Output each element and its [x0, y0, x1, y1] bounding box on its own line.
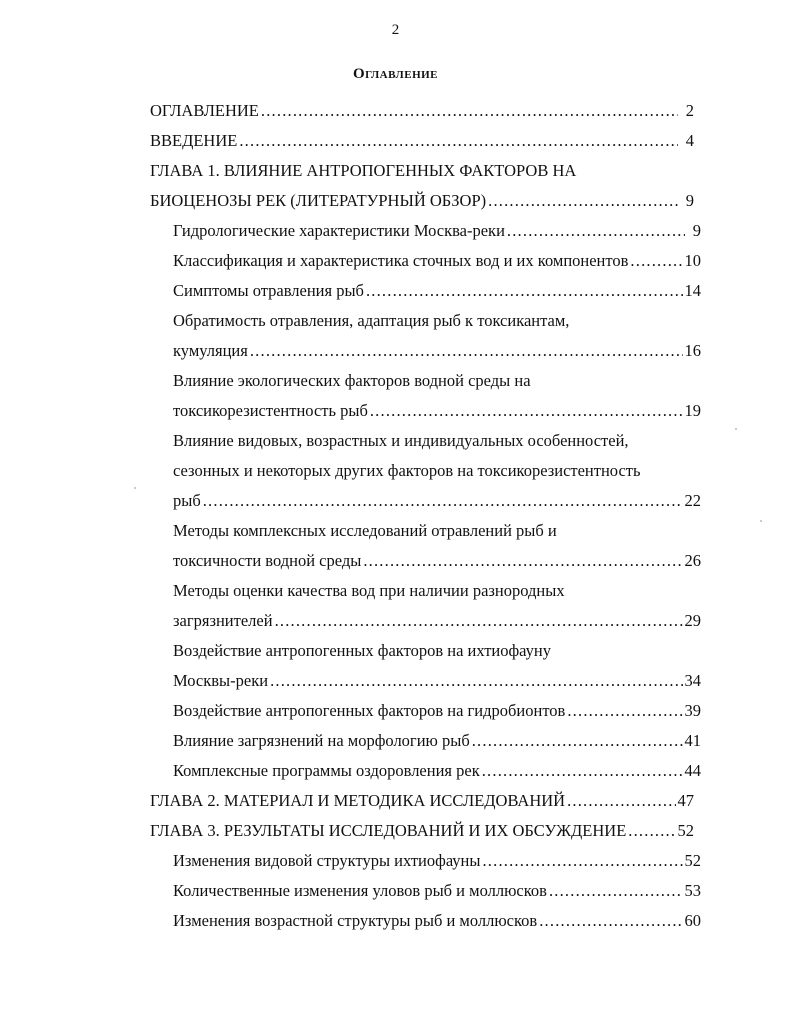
toc-entry-page: 60 [684, 911, 701, 930]
toc-entry [173, 251, 701, 271]
toc-entry-text: Изменения видовой структуры ихтиофауны [173, 851, 481, 870]
dot-leader [567, 701, 682, 721]
toc-entry-page: 29 [684, 611, 701, 630]
toc-entry-text: кумуляция [173, 341, 248, 360]
toc-entry-page: 44 [684, 761, 701, 780]
toc-entry-page: 9 [692, 221, 701, 240]
dot-leader [630, 251, 682, 271]
dot-leader [488, 191, 678, 211]
dot-leader [261, 101, 678, 121]
dot-leader [472, 731, 683, 751]
toc-entry [173, 221, 701, 241]
toc-entry [150, 131, 694, 151]
toc-entry [150, 101, 694, 121]
toc-entry-page: 9 [685, 191, 694, 210]
dot-leader [239, 131, 678, 151]
toc-entry-page: 10 [684, 251, 701, 270]
toc-entry-wrap: ГЛАВА 1. ВЛИЯНИЕ АНТРОПОГЕННЫХ ФАКТОРОВ НА [150, 161, 577, 180]
toc-entry [173, 611, 701, 631]
dot-leader [567, 791, 675, 811]
toc-entry-text: Классификация и характеристика сточных вод и их компонентов [173, 251, 629, 270]
toc-entry-wrap: Влияние видовых, возрастных и индивидуальных особенностей, [173, 431, 629, 450]
toc-entry-wrap: Воздействие антропогенных факторов на ихтиофауну [173, 641, 551, 660]
toc-entry [173, 731, 701, 751]
toc-entry-page: 53 [684, 881, 701, 900]
toc-entry-text: ГЛАВА 2. МАТЕРИАЛ И МЕТОДИКА ИССЛЕДОВАНИЙ [150, 791, 566, 810]
toc-entry-text: БИОЦЕНОЗЫ РЕК (ЛИТЕРАТУРНЫЙ ОБЗОР) [150, 191, 487, 210]
dot-leader [250, 341, 683, 361]
dot-leader [539, 911, 682, 931]
toc-entry [150, 791, 694, 811]
toc-entry [173, 701, 701, 721]
toc-entry-text: Количественные изменения уловов рыб и моллюсков [173, 881, 547, 900]
scan-speck [735, 428, 737, 430]
dot-leader [270, 671, 682, 691]
toc-entry-page: 41 [684, 731, 701, 750]
dot-leader [366, 281, 683, 301]
toc-entry-page: 47 [677, 791, 694, 810]
toc-entry-text: ВВЕДЕНИЕ [150, 131, 238, 150]
toc-entry-text: ОГЛАВЛЕНИЕ [150, 101, 259, 120]
toc-entry-wrap: Методы оценки качества вод при наличии разнородных [173, 581, 565, 600]
toc-entry [173, 551, 701, 571]
toc-entry-text: ГЛАВА 3. РЕЗУЛЬТАТЫ ИССЛЕДОВАНИЙ И ИХ ОБСУЖДЕНИЕ [150, 821, 627, 840]
toc-entry-text: Москвы-реки [173, 671, 269, 690]
toc-entry-text: Комплексные программы оздоровления рек [173, 761, 480, 780]
dot-leader [203, 491, 683, 511]
dot-leader [482, 761, 683, 781]
toc-entry-page: 52 [684, 851, 701, 870]
dot-leader [363, 551, 682, 571]
dot-leader [507, 221, 685, 241]
toc-entry [173, 491, 701, 511]
toc-entry [173, 881, 701, 901]
toc-entry-wrap: Методы комплексных исследований отравлений рыб и [173, 521, 557, 540]
toc-entry [173, 851, 701, 871]
toc-entry [173, 761, 701, 781]
toc-entry [173, 401, 701, 421]
toc-entry-text: рыб [173, 491, 201, 510]
toc-entry-text: токсичности водной среды [173, 551, 362, 570]
dot-leader [370, 401, 683, 421]
toc-entry-page: 19 [684, 401, 701, 420]
toc-entry-page: 14 [684, 281, 701, 300]
toc-entry-text: Симптомы отравления рыб [173, 281, 364, 300]
scan-speck [134, 487, 136, 489]
toc-title: Оглавление [352, 66, 439, 82]
toc-entry [173, 281, 701, 301]
toc-entry-text: Воздействие антропогенных факторов на гидробионтов [173, 701, 566, 720]
page-number: 2 [391, 22, 400, 38]
toc-entry-text: Изменения возрастной структуры рыб и моллюсков [173, 911, 538, 930]
toc-entry-wrap: Обратимость отравления, адаптация рыб к токсикантам, [173, 311, 570, 330]
toc-entry-text: Гидрологические характеристики Москва-реки [173, 221, 505, 240]
dot-leader [628, 821, 675, 841]
toc-entry-page: 26 [684, 551, 701, 570]
toc-entry [173, 341, 701, 361]
dot-leader [482, 851, 682, 871]
toc-entry [150, 191, 694, 211]
toc-entry-page: 2 [685, 101, 694, 120]
toc-entry-page: 39 [684, 701, 701, 720]
toc-entry-wrap: сезонных и некоторых других факторов на токсикорезистентность [173, 461, 641, 480]
toc-entry-page: 4 [685, 131, 694, 150]
toc-entry [173, 911, 701, 931]
toc-entry [173, 671, 701, 691]
toc-entry [150, 821, 694, 841]
dot-leader [275, 611, 683, 631]
toc-entry-wrap: Влияние экологических факторов водной среды на [173, 371, 531, 390]
toc-entry-page: 34 [684, 671, 701, 690]
toc-entry-text: токсикорезистентность рыб [173, 401, 368, 420]
dot-leader [549, 881, 683, 901]
scan-speck [760, 520, 762, 522]
toc-entry-page: 22 [684, 491, 701, 510]
toc-entry-text: Влияние загрязнений на морфологию рыб [173, 731, 470, 750]
toc-entry-page: 16 [684, 341, 701, 360]
toc-entry-page: 52 [677, 821, 694, 840]
toc-entry-text: загрязнителей [173, 611, 273, 630]
